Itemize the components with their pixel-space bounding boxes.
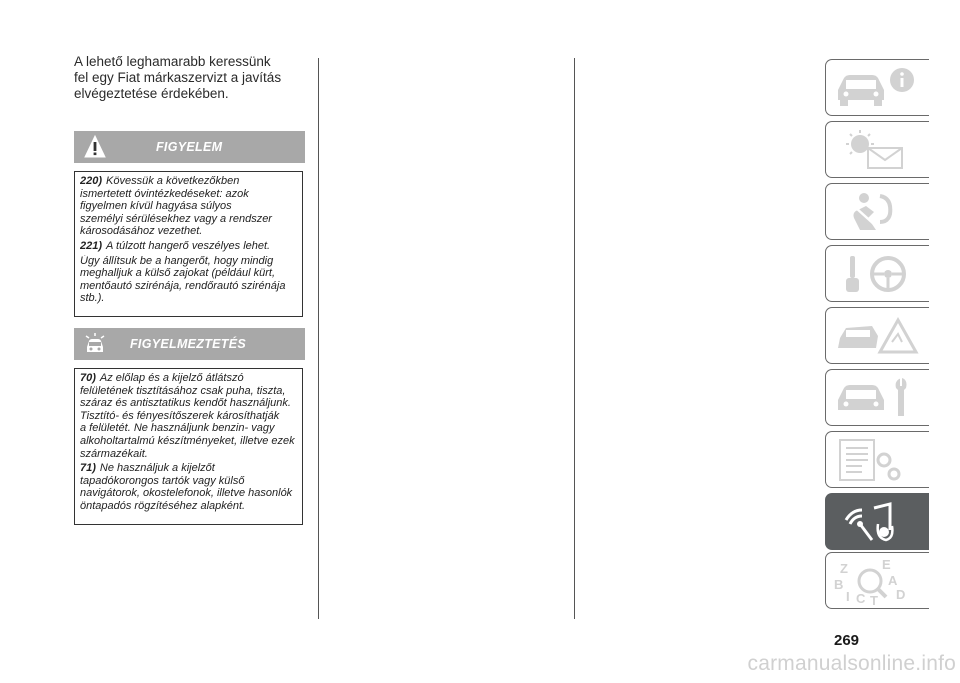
column-divider — [318, 58, 319, 619]
warning-lights-icon — [832, 126, 924, 174]
warning-line: személyi sérülésekhez vagy a rendszer — [80, 212, 272, 225]
caution-line: tapadókorongos tartók vagy külső — [80, 474, 245, 487]
tab-car-info[interactable] — [825, 59, 929, 116]
caution-line: 70) Az előlap és a kijelző átlátszó — [80, 372, 244, 384]
page-number: 269 — [833, 632, 860, 649]
warning-line: ismertetett óvintézkedéseket: azok — [80, 187, 249, 200]
index-letter: A — [888, 573, 898, 588]
caution-line: származékait. — [80, 447, 148, 460]
caution-line: Tisztító- és fényesítőszerek károsíthatják — [80, 409, 280, 422]
caution-line: öntapadós rögzítéséhez alapként. — [80, 499, 246, 512]
warning-title: FIGYELEM — [156, 140, 223, 154]
warning-body — [74, 171, 303, 317]
technical-data-icon — [832, 436, 924, 484]
caution-line: 71) Ne használjuk a kijelzőt — [80, 462, 215, 475]
tab-emergency[interactable] — [825, 307, 929, 364]
caution-line: felületének tisztításához csak puha, tiszta, — [80, 384, 286, 397]
tab-safety[interactable] — [825, 183, 929, 240]
intro-line: A lehető leghamarabb keressünk — [74, 54, 271, 69]
index-letters-icon — [832, 557, 924, 605]
warning-header — [74, 131, 305, 163]
warning-triangle-icon — [84, 135, 106, 159]
intro-line: elvégeztetése érdekében. — [74, 86, 229, 101]
index-letter: T — [870, 593, 878, 605]
warning-line: 220) Kövessük a következőkben — [80, 175, 240, 187]
tab-technical-data[interactable] — [825, 431, 929, 488]
warning-line: mentőautó szirénája, rendőrautó szirénája — [80, 279, 286, 292]
warning-line: meghalljuk a külső zajokat (például kürt, — [80, 267, 276, 280]
car-info-icon — [832, 64, 924, 112]
car-caution-icon — [84, 332, 106, 356]
index-letter: Z — [840, 561, 848, 576]
tab-warning-lights[interactable] — [825, 121, 929, 178]
caution-line: alkoholtartalmú készítményeket, illetve ezek — [80, 434, 295, 447]
breakdown-icon — [832, 312, 924, 360]
tab-multimedia[interactable] — [825, 493, 929, 550]
warning-line: 221) A túlzott hangerő veszélyes lehet. — [80, 239, 271, 252]
index-letter: B — [834, 577, 844, 592]
key-steering-wheel-icon — [832, 250, 924, 298]
caution-line: száraz és antisztatikus kendőt használjunk. — [80, 397, 291, 410]
caution-body — [74, 368, 303, 525]
warning-line: károsodásához vezethet. — [80, 225, 203, 238]
index-letter: D — [896, 587, 906, 602]
intro-line: fel egy Fiat márkaszervizt a javítás — [74, 70, 282, 85]
caution-line: a felületét. Ne használjunk benzin- vagy — [80, 422, 275, 435]
warning-line: stb.). — [80, 292, 105, 305]
column-divider — [574, 58, 575, 619]
intro-paragraph — [74, 54, 314, 102]
tab-starting-driving[interactable] — [825, 245, 929, 302]
tab-index[interactable] — [825, 552, 929, 609]
warning-line: figyelmen kívül hagyása súlyos — [80, 200, 232, 213]
watermark: carmanualsonline.info — [747, 652, 956, 675]
caution-title: FIGYELMEZTETÉS — [130, 337, 247, 351]
warning-line: Úgy állítsuk be a hangerőt, hogy mindig — [80, 254, 274, 267]
caution-line: navigátorok, okostelefonok, illetve hasonlók — [80, 487, 293, 500]
index-letter: E — [882, 557, 891, 572]
index-letter: I — [846, 589, 850, 604]
index-letter: C — [856, 591, 866, 605]
caution-header — [74, 328, 305, 360]
multimedia-icon — [832, 498, 924, 546]
tab-maintenance[interactable] — [825, 369, 929, 426]
car-wrench-icon — [832, 374, 924, 422]
airbag-seat-icon — [832, 188, 924, 236]
